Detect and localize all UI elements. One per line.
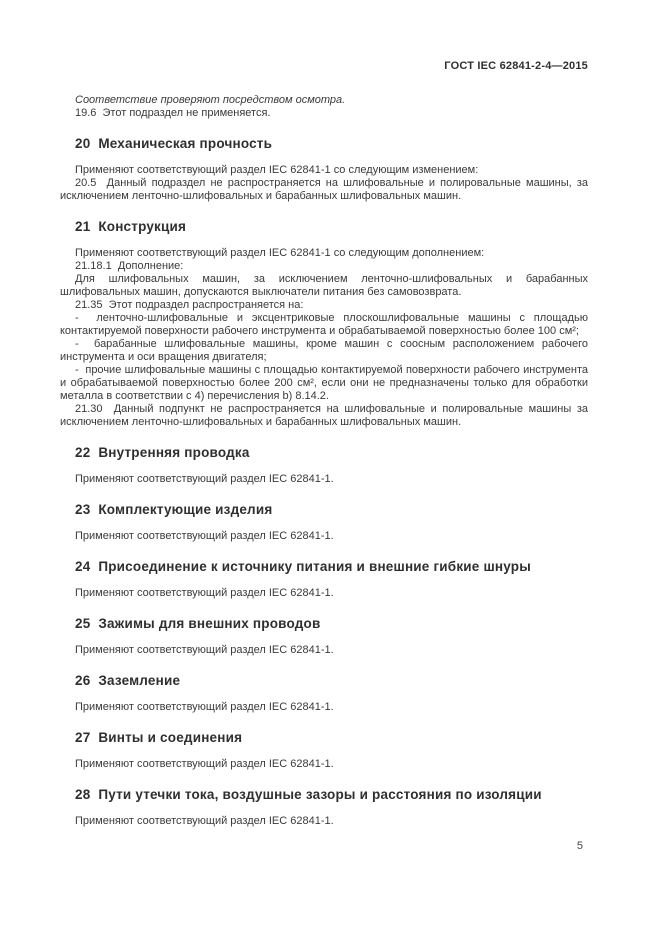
section-26-heading: 26 Заземление — [75, 673, 181, 688]
intro-block — [60, 94, 588, 120]
section-25 — [60, 616, 588, 657]
section-21-list-item: - ленточно-шлифовальные и эксцентриковые плоскошлифовальные машины с площадью контактируемой поверхности рабочего инструмента и обрабатываемой поверхностью более 100 см²; — [60, 312, 588, 337]
section-27-heading: 27 Винты и соединения — [75, 730, 243, 745]
section-23 — [60, 502, 588, 543]
section-27 — [60, 730, 588, 771]
section-22-paragraph: Применяют соответствующий раздел IEC 62841-1. — [75, 473, 334, 485]
section-20-paragraph: Применяют соответствующий раздел IEC 62841-1 со следующим изменением: — [75, 164, 479, 176]
section-23-paragraph: Применяют соответствующий раздел IEC 62841-1. — [75, 530, 334, 542]
section-26-paragraph: Применяют соответствующий раздел IEC 62841-1. — [75, 701, 334, 713]
section-21-paragraph: 21.35 Этот подраздел распространяется на: — [75, 299, 304, 311]
section-20-paragraph: 20.5 Данный подраздел не распространяется на шлифовальные и полировальные машины, за исключением ленточно-шлифовальных и барабанных шлифовальных машин. — [60, 177, 588, 202]
section-21-list-item: - прочие шлифовальные машины с площадью контактируемой поверхности рабочего инструмента и обрабатываемой поверхностью более 200 см², если они не предназначены только для обработки металла в соответствии с 4) перечисления b) 8.14.2. — [60, 364, 588, 402]
compliance-note: Соответствие проверяют посредством осмотра. — [75, 94, 346, 106]
running-header: ГОСТ IEC 62841-2-4—2015 — [444, 60, 588, 72]
section-24-heading: 24 Присоединение к источнику питания и внешние гибкие шнуры — [75, 559, 531, 574]
section-21-heading: 21 Конструкция — [75, 219, 187, 234]
section-26 — [60, 673, 588, 714]
clause-19-6: 19.6 Этот подраздел не применяется. — [75, 107, 271, 119]
section-21-list-item: - барабанные шлифовальные машины, кроме машин с соосным расположением рабочего инструмента и оси вращения двигателя; — [60, 338, 588, 363]
section-21-paragraph: 21.30 Данный подпункт не распространяется на шлифовальные и полировальные машины за исключением ленточно-шлифовальных и барабанных шлифовальных машин. — [60, 403, 588, 428]
section-23-heading: 23 Комплектующие изделия — [75, 502, 273, 517]
section-21 — [60, 219, 588, 429]
section-20 — [60, 136, 588, 203]
section-28-heading: 28 Пути утечки тока, воздушные зазоры и расстояния по изоляции — [75, 787, 542, 802]
section-21-paragraph: 21.18.1 Дополнение: — [75, 260, 184, 272]
section-28 — [60, 787, 588, 828]
section-28-paragraph: Применяют соответствующий раздел IEC 62841-1. — [75, 815, 334, 827]
page-number: 5 — [576, 840, 583, 852]
section-27-paragraph: Применяют соответствующий раздел IEC 62841-1. — [75, 758, 334, 770]
section-21-paragraph: Применяют соответствующий раздел IEC 62841-1 со следующим дополнением: — [75, 247, 485, 259]
section-21-paragraph: Для шлифовальных машин, за исключением ленточно-шлифовальных и барабанных шлифовальных машин, допускаются выключатели питания без самовозврата. — [60, 273, 588, 298]
section-22 — [60, 445, 588, 486]
section-25-heading: 25 Зажимы для внешних проводов — [75, 616, 321, 631]
section-24 — [60, 559, 588, 600]
section-20-heading: 20 Механическая прочность — [75, 136, 273, 151]
section-24-paragraph: Применяют соответствующий раздел IEC 62841-1. — [75, 587, 334, 599]
section-22-heading: 22 Внутренняя проводка — [75, 445, 250, 460]
section-25-paragraph: Применяют соответствующий раздел IEC 62841-1. — [75, 644, 334, 656]
